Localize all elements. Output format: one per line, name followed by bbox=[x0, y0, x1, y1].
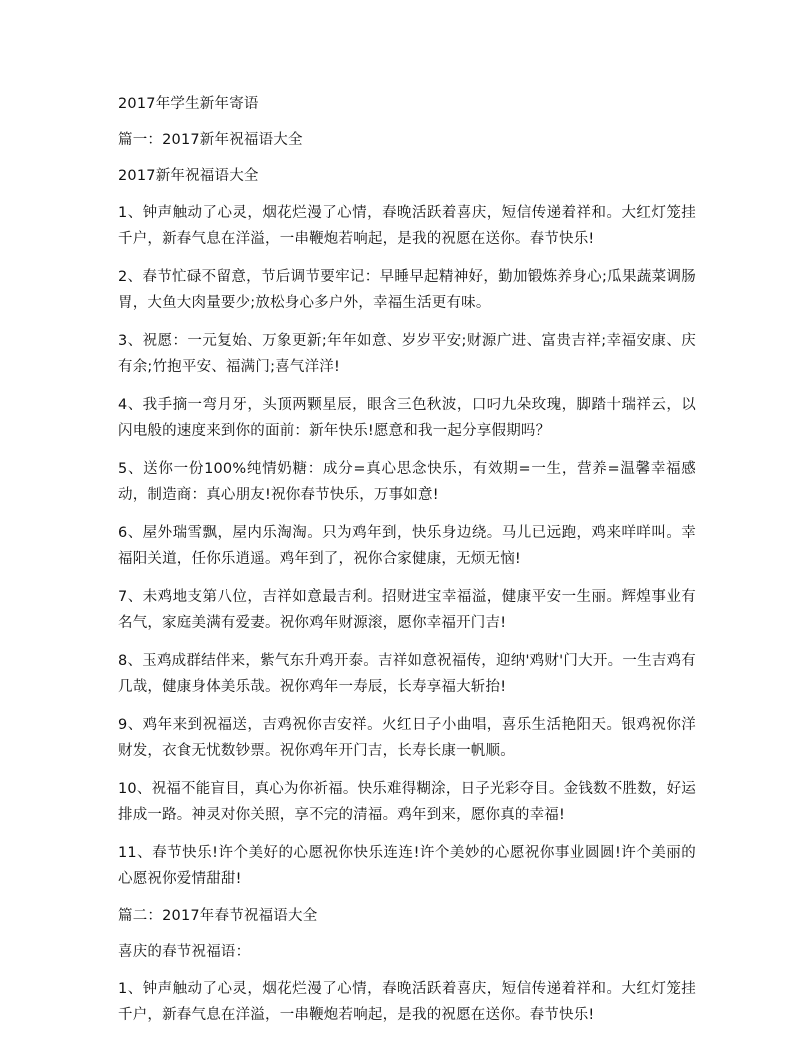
list-item: 1、钟声触动了心灵，烟花烂漫了心情，春晚活跃着喜庆，短信传递着祥和。大红灯笼挂千户，新春气息在洋溢，一串鞭炮若响起，是我的祝愿在送你。春节快乐! bbox=[118, 981, 696, 1023]
list-item: 6、屋外瑞雪飘，屋内乐淘淘。只为鸡年到，快乐身边绕。马儿已远跑，鸡来咩咩叫。幸福阳关道，任你乐逍遥。鸡年到了，祝你合家健康，无烦无恼! bbox=[118, 525, 696, 567]
list-item: 2、春节忙碌不留意，节后调节要牢记：早睡早起精神好，勤加锻炼养身心;瓜果蔬菜调肠胃，大鱼大肉量要少;放松身心多户外，幸福生活更有味。 bbox=[118, 269, 696, 311]
list-item: 8、玉鸡成群结伴来，紫气东升鸡开泰。吉祥如意祝福传，迎纳'鸡财'门大开。一生吉鸡有几哉，健康身体美乐哉。祝你鸡年一寿辰，长寿享福大斩抬! bbox=[118, 653, 696, 695]
part1-subheading: 2017新年祝福语大全 bbox=[118, 168, 259, 184]
part2-subheading: 喜庆的春节祝福语： bbox=[118, 944, 251, 960]
list-item: 9、鸡年来到祝福送，吉鸡祝你吉安祥。火红日子小曲唱，喜乐生活艳阳天。银鸡祝你洋财发，衣食无忧数钞票。祝你鸡年开门吉，长寿长康一帆顺。 bbox=[118, 717, 696, 759]
document-title: 2017年学生新年寄语 bbox=[118, 96, 259, 112]
part1-heading: 篇一：2017新年祝福语大全 bbox=[118, 132, 303, 148]
document-page bbox=[118, 92, 696, 1040]
part2-heading: 篇二：2017年春节祝福语大全 bbox=[118, 908, 318, 924]
list-item: 7、未鸡地支第八位，吉祥如意最吉利。招财进宝幸福溢，健康平安一生丽。辉煌事业有名气，家庭美满有爱妻。祝你鸡年财源滚，愿你幸福开门吉! bbox=[118, 589, 696, 631]
list-item: 10、祝福不能盲目，真心为你祈福。快乐难得糊涂，日子光彩夺目。金钱数不胜数，好运排成一路。神灵对你关照，享不完的清福。鸡年到来，愿你真的幸福! bbox=[118, 781, 696, 823]
list-item: 1、钟声触动了心灵，烟花烂漫了心情，春晚活跃着喜庆，短信传递着祥和。大红灯笼挂千户，新春气息在洋溢，一串鞭炮若响起，是我的祝愿在送你。春节快乐! bbox=[118, 205, 696, 247]
list-item: 11、春节快乐!许个美好的心愿祝你快乐连连!许个美妙的心愿祝你事业圆圆!许个美丽的心愿祝你爱情甜甜! bbox=[118, 845, 696, 887]
list-item: 3、祝愿：一元复始、万象更新;年年如意、岁岁平安;财源广进、富贵吉祥;幸福安康、庆有余;竹抱平安、福满门;喜气洋洋! bbox=[118, 333, 696, 375]
list-item: 5、送你一份100%纯情奶糖：成分=真心思念快乐，有效期=一生，营养=温馨幸福感动，制造商：真心朋友!祝你春节快乐，万事如意! bbox=[118, 461, 696, 503]
list-item: 4、我手摘一弯月牙，头顶两颗星辰，眼含三色秋波，口叼九朵玫瑰，脚踏十瑞祥云，以闪电般的速度来到你的面前：新年快乐!愿意和我一起分享假期吗？ bbox=[118, 397, 696, 439]
